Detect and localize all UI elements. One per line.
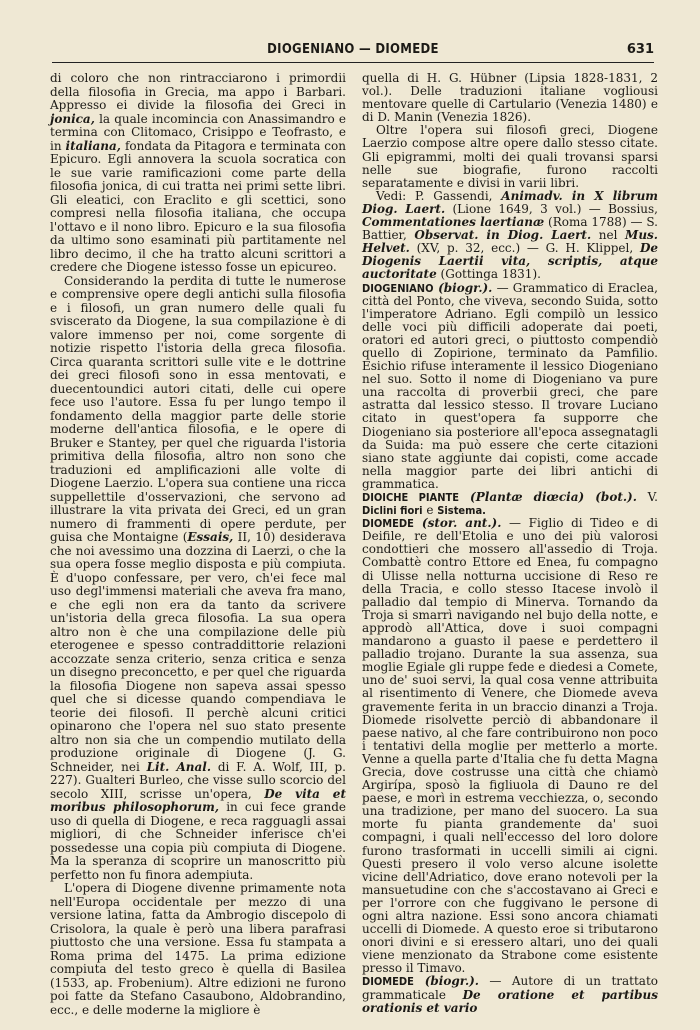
left-column (50, 72, 346, 1017)
entry-headword: DIOMEDE (362, 517, 414, 531)
entry-diomede-storia: DIOMEDE (stor. ant.). — Figlio di Tideo e di Deifile, re dell'Etolia e uno dei più valorosi condottieri che mossero all'assedio di Troja. Combattè contro Ettore ed Enea, fu compagno di Ulisse nella notturna uccisione di Reso re della Tracia, e collo stesso Itacese involò il palladio dal tempio di Minerva. Tornando da Troja si smarrì navigando nel bujo della notte, e approdò all'Attica, dove i suoi compagni mandarono a guasto il paese e perdettero il palladio trojano. Durante la sua assenza, sua moglie Egiale gli ruppe fede e diedesi a Comete, uno de' suoi servi, la qual cosa venne attribuita al risentimento di Venere, che Diomede aveva gravemente ferita in un braccio dinanzi a Troja. Diomede risolvette perciò di abbandonare il paese nativo, al che fare contribuirono non poco i tentativi della moglie per metterlo a morte. Venne a quella parte d'Italia che fu detta Magna Grecia, dove costrusse una città che chiamò Argirípa, sposò la figliuola di Dauno re del paese, e morì in estrema vecchiezza, o, secondo una tradizione, per mano del suocero. La sua morte fu pianta grandemente da' suoi compagni, i quali nell'eccesso del loro dolore furono trasformati in uccelli simili ai cigni. Questi presero il volo verso alcune isolette vicine dell'Adriatico, dove erano notevoli per la mansuetudine con che s'accostavano ai Greci e per l'orrore con che fuggivano le persone di ogni altra nazione. Essi sono ancora chiamati uccelli di Diomede. A questo eroe si tributarono onori divini e si eressero altari, uno dei quali viene menzionato da Strabone come esistente presso il Timavo. (362, 516, 659, 976)
paragraph: quella di H. G. Hübner (Lipsia 1828-1831, 2 vol.). Delle traduzioni italiane vogliousi mentovare quelle di Cartulario (Venezia 1480) e di D. Manin (Venezia 1826). (362, 71, 658, 125)
entry-headword: DIOMEDE (362, 975, 414, 989)
right-column (362, 72, 658, 1015)
paragraph: L'opera di Diogene divenne primamente nota nell'Europa occidentale per mezzo di una versione latina, fatta da Ambrogio discepolo di Crisolora, la quale è però una libera parafrasi piuttosto che una versione. Essa fu stampata a Roma prima del 1475. La prima edizione compiuta del testo greco è quella di Basilea (1533, ap. Frobenium). Altre edizioni ne furono poi fatte da Stefano Casaubono, Aldobrandino, ecc., e delle moderne la migliore è (50, 881, 346, 1017)
entry-dioiche-piante: DIOICHE PIANTE (Plantæ diœcia) (bot.). V. Diclini fiori e Sistema. (362, 490, 658, 518)
page-title: DIOGENIANO — DIOMEDE (267, 42, 439, 57)
running-header (52, 40, 654, 63)
entry-diogeniano: DIOGENIANO (biogr.). — Grammatico di Eraclea, città del Ponto, che viveva, secondo Suida, sotto l'imperatore Adriano. Egli compilò un lessico delle voci più difficili adoperate dai poeti, oratori ed autori greci, o piuttosto compendiò quello di Zopirione, terminato da Pamfilio. Esichio rifuse interamente il lessico Diogeniano nel suo. Sotto il nome di Diogeniano va pure una raccolta di proverbii greci, che pare astratta dal lessico stesso. Il trovare Luciano citato in quest'opera fa supporre che Diogeniano sia posteriore all'epoca assegnatagli da Suida: ma può essere che certe citazioni siano state aggiunte dai copisti, come accade nella maggior parte dei libri antichi di grammatica. (362, 280, 659, 491)
paragraph: di coloro che non rintracciarono i primordii della filosofia in Grecia, ma appo i Barbari. Appresso ei divide la filosofia dei Greci in jonica, la quale incomincia con Anassimandro e termina con Clitomaco, Crisippo e Teofrasto, e in italiana, fondata da Pitagora e terminata con Epicuro. Egli annovera la scuola socratica con le sue varie ramificazioni come parte della filosofia jonica, di cui tratta nei primi sette libri. Gli eleatici, con Eraclito e gli scettici, sono compresi nella filosofia italiana, che occupa l'ottavo e il nono libro. Epicuro e la sua filosofia da ultimo sono esaminati più partitamente nel libro decimo, il che ha tratto alcuni scrittori a credere che Diogene istesso fosse un epicureo. (50, 71, 346, 274)
entry-headword: DIOICHE PIANTE (362, 491, 459, 504)
page-number: 631 (626, 42, 654, 57)
bibliography: Vedi: P. Gassendi, Animadv. in X librum Diog. Laert. (Lione 1649, 3 vol.) — Bossius, Commentationes laertianæ (Roma 1788) — S. Battier, Observat. in Diog. Laert. nel Mus. Helvet. (XV, p. 32, ecc.) — G. H. Klippel, De Diogenis Laertii vita, scriptis, atque auctoritate (Gottinga 1831). (362, 188, 658, 282)
paragraph: Considerando la perdita di tutte le numerose e comprensive opere degli antichi sulla filosofia e i filosofi, un gran numero delle quali fu sviscerato da Diogene, la sua compilazione è di valore immenso per noi, come sorgente di notizie rispetto l'istoria della greca filosofia. Circa quaranta scrittori sulle vite e le dottrine dei greci filosofi sono in essa mentovati, e duecentoundici autori citati, delle cui opere fece uso l'autore. Essa fu per lungo tempo il fondamento della maggior parte delle storie moderne dell'antica filosofia, e le opere di Bruker e Stantey, per quel che riguarda l'istoria primitiva della filosofia, altro non sono che traduzioni ed amplificazioni alle volte di Diogene Laerzio. L'opera sua contiene una ricca suppellettile d'osservazioni, che servono ad illustrare la vita privata dei Greci, ed un gran numero di frammenti di opere perdute, per guisa che Montaigne (Essais, II, 10) desiderava che noi avessimo una dozzina di Laerzi, o che la sua opera fosse meglio disposta e più compiuta. È d'uopo confessare, per vero, ch'ei fece mal uso degl'immensi materiali che aveva fra mano, e che egli non era da tanto da scrivere un'istoria della greca filosofia. La sua opera altro non è che una compilazione delle più eterogenee e spesso contraddittorie relazioni accozzate senza criterio, senza critica e senza un disegno preconcetto, e per quel che riguarda la filosofia Diogene non sapeva assai spesso quel che si dicesse quando compendiava le teorie dei filosofi. Il perchè alcuni critici opinarono che l'opera nel suo stato presente altro non sia che un compendio mutilato della produzione originale di Diogene (J. G. Schneider, nei Lit. Anal. di F. A. Wolf, III, p. 227). Gualteri Burleo, che visse sullo scorcio del secolo XIII, scrisse un'opera, De vita et moribus philosophorum, in cui fece grande uso di quella di Diogene, e reca ragguagli assai migliori, di che Schneider inferisce ch'ei possedesse una copia più compiuta di Diogene. Ma la speranza di scoprire un manoscritto più perfetto non fu finora adempiuta. (50, 273, 347, 882)
entry-diomede-biografia: DIOMEDE (biogr.). — Autore di un trattato grammaticale De oratione et partibus orationis et vario (362, 974, 658, 1015)
paragraph: Oltre l'opera sui filosofi greci, Diogene Laerzio compose altre opere dallo stesso citate. Gli epigrammi, molti dei quali trovansi sparsi nelle sue biografie, furono raccolti separatamente e divisi in varii libri. (362, 123, 658, 190)
entry-headword: DIOGENIANO (362, 281, 434, 295)
